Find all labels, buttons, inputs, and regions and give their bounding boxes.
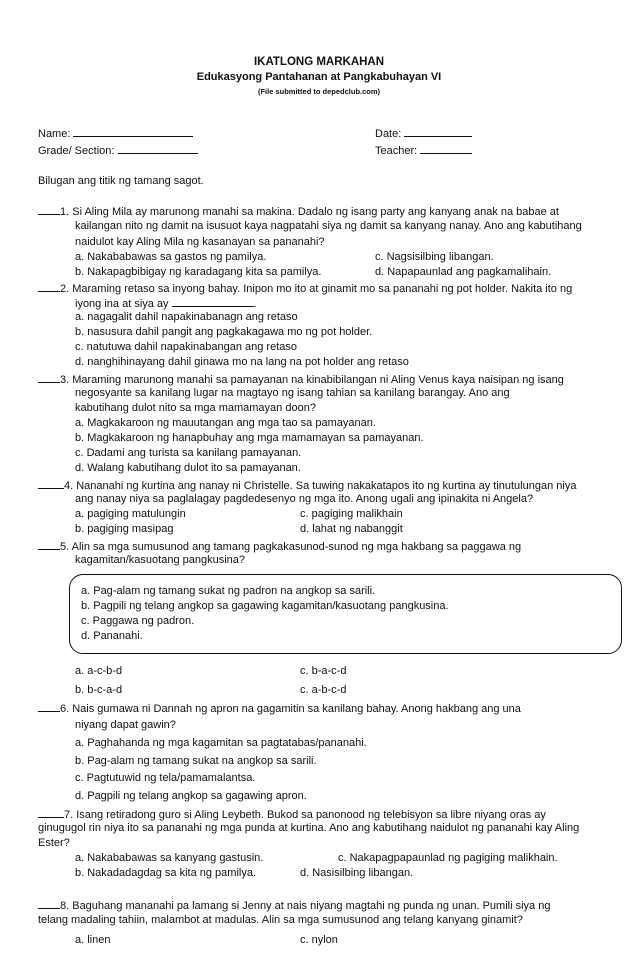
step-item: c. Paggawa ng padron. <box>81 615 195 627</box>
question-text: ang nanay niya sa paglalagay pagdedesenyo ng mga ito. Anong ugali ang ipinakita ni Angela? <box>75 493 534 505</box>
step-item: d. Pananahi. <box>81 630 143 642</box>
step-item: a. Pag-alam ng tamang sukat ng padron na angkop sa sarili. <box>81 585 376 597</box>
name-line <box>73 125 193 137</box>
option-a[interactable]: a. nagagalit dahil napakinabanagn ang retaso <box>75 311 298 323</box>
option-d[interactable]: d. lahat ng nabanggit <box>300 523 403 535</box>
option-c[interactable]: c. Dadami ang turista sa kanilang pamayanan. <box>75 447 302 459</box>
question-text: negosyante sa kanilang lugar na magtayo ng isang tahian sa kanilang barangay. Ano ang <box>75 387 510 399</box>
answer-blank[interactable] <box>38 477 64 489</box>
option-a[interactable]: a. Paghahanda ng mga kagamitan sa pagtatabas/pananahi. <box>75 737 367 749</box>
question-8 <box>38 897 550 913</box>
option-a[interactable]: a. Nakababawas sa gastos ng pamilya. <box>75 251 267 263</box>
option-d[interactable]: d. nanghihinayang dahil ginawa mo na lang na pot holder ang retaso <box>75 356 409 368</box>
option-c[interactable]: c. nylon <box>300 934 338 946</box>
option-a[interactable]: a. linen <box>75 934 111 946</box>
option-d[interactable]: c. a-b-c-d <box>300 684 347 696</box>
question-text: telang madaling tahiin, malambot at madulas. Alin sa mga sumusunod ang telang kanyang ginamit? <box>38 914 523 926</box>
option-a[interactable]: a. Nakababawas sa kanyang gastusin. <box>75 852 264 864</box>
option-d[interactable]: d. Pagpili ng telang angkop sa gagawing apron. <box>75 790 307 802</box>
teacher-field[interactable] <box>375 142 472 158</box>
option-c[interactable]: c. pagiging malikhain <box>300 508 403 520</box>
date-field[interactable] <box>375 125 472 141</box>
question-3 <box>38 371 564 387</box>
grade-line <box>118 142 198 154</box>
answer-blank[interactable] <box>38 203 60 215</box>
date-line <box>404 125 472 137</box>
teacher-label: Teacher: <box>375 145 418 157</box>
question-text: naidulot kay Aling Mila ng kasanayan sa pananahi? <box>75 236 325 248</box>
question-text: 7. Isang retiradong guro si Aling Leybeth. Bukod sa panonood ng telebisyon sa libre niyang oras ay <box>64 809 546 821</box>
name-label: Name: <box>38 128 71 140</box>
question-1 <box>38 203 559 219</box>
question-text: 5. Alin sa mga sumusunod ang tamang pagkakasunod-sunod ng mga hakbang sa paggawa ng <box>60 541 522 553</box>
option-d[interactable]: d. Walang kabutihang dulot ito sa pamayanan. <box>75 462 301 474</box>
answer-blank[interactable] <box>38 371 60 383</box>
option-c[interactable]: c. b-a-c-d <box>300 665 347 677</box>
question-text: 4. Nananahi ng kurtina ang nanay ni Christelle. Sa tuwing nakakatapos ito ng kurtina ay tinutulungan niya <box>64 480 577 492</box>
question-4 <box>38 477 576 493</box>
option-b[interactable]: b. Pag-alam ng tamang sukat na angkop sa sarili. <box>75 755 317 767</box>
option-b[interactable]: b. Magkakaroon ng hanapbuhay ang mga mamamayan sa pamayanan. <box>75 432 424 444</box>
option-b[interactable]: b. pagiging masipag <box>75 523 174 535</box>
instruction: Bilugan ang titik ng tamang sagot. <box>38 175 204 187</box>
name-field[interactable] <box>38 125 193 141</box>
question-5 <box>38 538 521 554</box>
question-7 <box>38 806 546 822</box>
option-a[interactable]: a. Magkakaroon ng mauutangan ang mga tao sa pamayanan. <box>75 417 376 429</box>
question-text: 3. Maraming marunong manahi sa pamayanan na kinabibilangan ni Aling Venus kaya naisipan ng isang <box>60 374 564 386</box>
fill-blank <box>172 295 254 307</box>
option-c[interactable]: c. Nakapagpapaunlad ng pagiging malikhain. <box>338 852 558 864</box>
grade-label: Grade/ Section: <box>38 145 115 157</box>
question-text: 6. Nais gumawa ni Dannah ng apron na gagamitin sa kanilang bahay. Anong hakbang ang una <box>60 703 521 715</box>
step-item: b. Pagpili ng telang angkop sa gagawing kagamitan/kasuotang pangkusina. <box>81 600 449 612</box>
subject-title: Edukasyong Pantahanan at Pangkabuhayan VI <box>196 71 442 83</box>
question-text: iyong ina at siya ay . <box>75 295 257 311</box>
option-d[interactable]: d. Napapaunlad ang pagkamalihain. <box>375 266 552 278</box>
option-b[interactable]: b. Nakapagbibigay ng karadagang kita sa pamilya. <box>75 266 322 278</box>
question-6 <box>38 700 521 716</box>
option-c[interactable]: c. natutuwa dahil napakinabangan ang retaso <box>75 341 298 353</box>
question-text: kagamitan/kasuotang pangkusina? <box>75 554 246 566</box>
answer-blank[interactable] <box>38 806 64 818</box>
grade-section-field[interactable] <box>38 142 198 158</box>
option-a[interactable]: a. a-c-b-d <box>75 665 123 677</box>
question-text: 8. Baguhang mananahi pa lamang si Jenny at nais niyang magtahi ng punda ng unan. Pumili siya ng <box>60 900 551 912</box>
answer-blank[interactable] <box>38 538 60 550</box>
page-title: IKATLONG MARKAHAN <box>253 56 385 68</box>
question-2 <box>38 280 572 296</box>
answer-blank[interactable] <box>38 280 60 292</box>
question-text: kabutihang dulot nito sa mga mamamayan doon? <box>75 402 316 414</box>
question-text: 2. Maraming retaso sa inyong bahay. Inipon mo ito at ginamit mo sa pananahi ng pot holder. Nakita ito ng <box>60 283 573 295</box>
question-text: kailangan nito ng damit na isusuot kaya nagpatahi siya ng damit sa kanyang nanay. Ano ang kabutihang <box>75 220 582 232</box>
answer-blank[interactable] <box>38 897 60 909</box>
question-text: Ester? <box>38 837 70 849</box>
option-d[interactable]: d. Nasisilbing libangan. <box>300 867 414 879</box>
question-text: niyang dapat gawin? <box>75 719 176 731</box>
option-b[interactable]: b. Nakadadagdag sa kita ng pamilya. <box>75 867 257 879</box>
option-b[interactable]: b. nasusura dahil pangit ang pagkakagawa mo ng pot holder. <box>75 326 373 338</box>
option-b[interactable]: b. b-c-a-d <box>75 684 123 696</box>
source-note: (File submitted to depedclub.com) <box>257 87 381 96</box>
question-text: 1. Si Aling Mila ay marunong manahi sa makina. Dadalo ng isang party ang kanyang anak na babae at <box>60 206 559 218</box>
option-a[interactable]: a. pagiging matulungin <box>75 508 186 520</box>
option-c[interactable]: c. Nagsisilbing libangan. <box>375 251 494 263</box>
teacher-line <box>420 142 472 154</box>
question-text: ginugugol rin niya ito sa pananahi ng mga punda at kurtina. Ano ang kabutihang naidulot ng pananahi kay Aling <box>38 822 580 834</box>
date-label: Date: <box>375 128 402 140</box>
option-c[interactable]: c. Pagtutuwid ng tela/pamamalantsa. <box>75 772 256 784</box>
answer-blank[interactable] <box>38 700 60 712</box>
